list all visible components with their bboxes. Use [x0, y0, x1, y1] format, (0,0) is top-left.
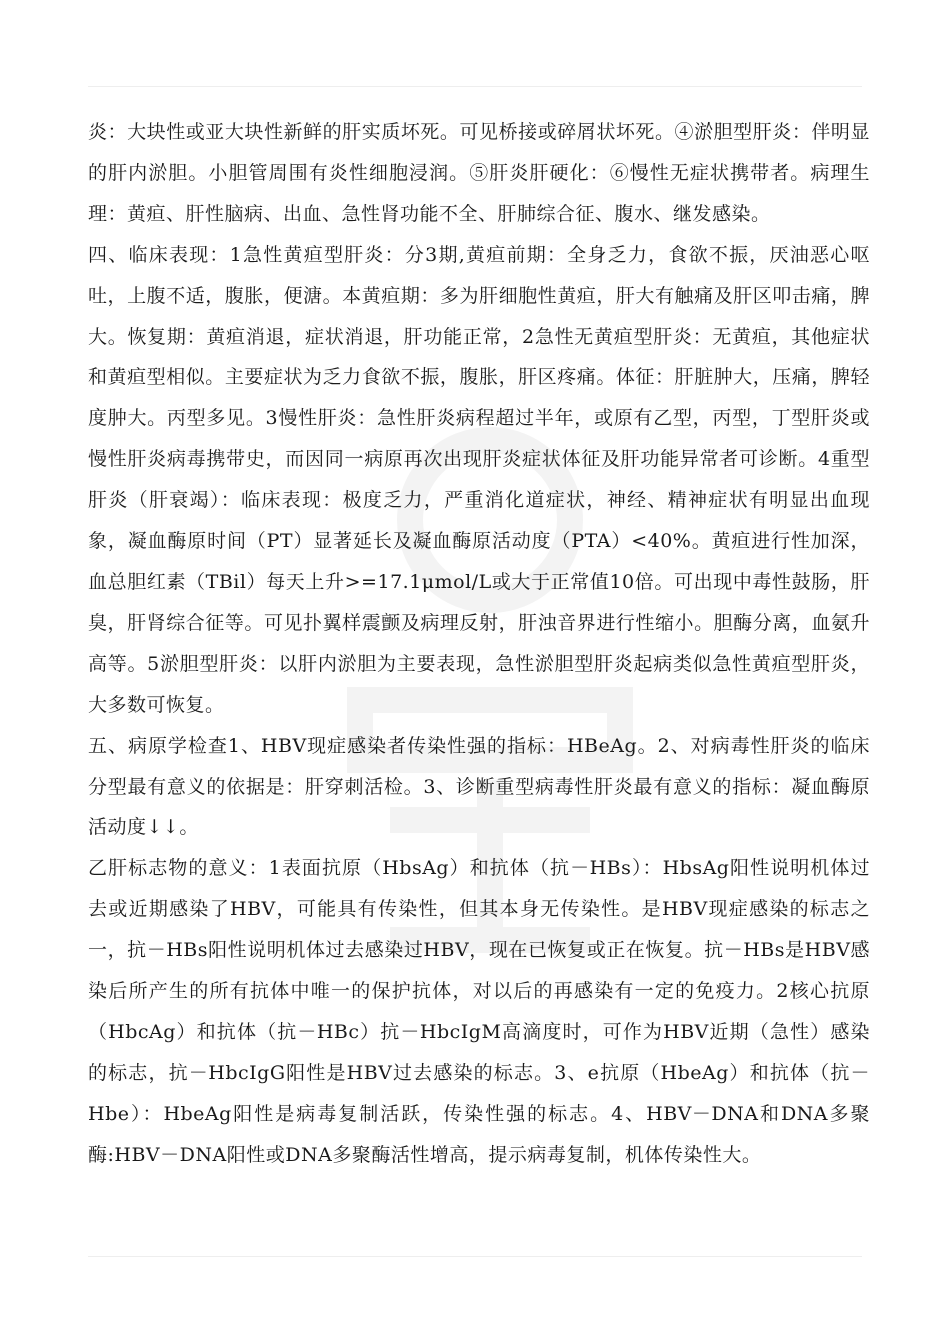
paragraph-etiology-tests: 五、病原学检查1、HBV现症感染者传染性强的指标：HBeAg。2、对病毒性肝炎的临床分型最有意义的依据是：肝穿刺活检。3、诊断重型病毒性肝炎最有意义的指标：凝血酶原活动度↓↓。 — [88, 734, 870, 839]
paragraph-hbv-markers: 乙肝标志物的意义：1表面抗原（HbsAg）和抗体（抗－HBs）：HbsAg阳性说明机体过去或近期感染了HBV，可能具有传染性，但其本身无传染性。是HBV现症感染的标志之一，抗－HBs阳性说明机体过去感染过HBV，现在已恢复或正在恢复。抗－HBs是HBV感染后所产生的所有抗体中唯一的保护抗体，对以后的再感染有一定的免疫力。2核心抗原（HbcAg）和抗体（抗－HBc）抗－HbcIgM高滴度时，可作为HBV近期（急性）感染的标志，抗－HbcIgG阳性是HBV过去感染的标志。3、e抗原（HbeAg）和抗体（抗－Hbe）：HbeAg阳性是病毒复制活跃，传染性强的标志。4、HBV－DNA和DNA多聚酶:HBV－DNA阳性或DNA多聚酶活性增高，提示病毒复制，机体传染性大。 — [88, 857, 870, 1166]
footer-divider — [88, 1256, 862, 1257]
paragraph-pathology: 炎：大块性或亚大块性新鲜的肝实质坏死。可见桥接或碎屑状坏死。④淤胆型肝炎：伴明显的肝内淤胆。小胆管周围有炎性细胞浸润。⑤肝炎肝硬化：⑥慢性无症状携带者。病理生理：黄疸、肝性脑病、出血、急性肾功能不全、肝肺综合征、腹水、继发感染。 — [88, 121, 870, 225]
header-divider — [88, 86, 862, 87]
paragraph-clinical-manifestations: 四、临床表现：1急性黄疸型肝炎：分3期,黄疸前期：全身乏力，食欲不振，厌油恶心呕吐，上腹不适，腹胀，便溏。本黄疸期：多为肝细胞性黄疸，肝大有触痛及肝区叩击痛，脾大。恢复期：黄疸消退，症状消退，肝功能正常，2急性无黄疸型肝炎：无黄疸，其他症状和黄疸型相似。主要症状为乏力食欲不振，腹胀，肝区疼痛。体征：肝脏肿大，压痛，脾轻度肿大。丙型多见。3慢性肝炎：急性肝炎病程超过半年，或原有乙型，丙型，丁型肝炎或慢性肝炎病毒携带史，而因同一病原再次出现肝炎症状体征及肝功能异常者可诊断。4重型肝炎（肝衰竭）：临床表现：极度乏力，严重消化道症状，神经、精神症状有明显出血现象，凝血酶原时间（PT）显著延长及凝血酶原活动度（PTA）<40%。黄疸进行性加深，血总胆红素（TBil）每天上升>=17.1μmol/L或大于正常值10倍。可出现中毒性鼓肠，肝臭，肝肾综合征等。可见扑翼样震颤及病理反射，肝浊音界进行性缩小。胆酶分离，血氨升高等。5淤胆型肝炎：以肝内淤胆为主要表现，急性淤胆型肝炎起病类似急性黄疸型肝炎，大多数可恢复。 — [88, 243, 870, 716]
document-body — [88, 112, 870, 1176]
